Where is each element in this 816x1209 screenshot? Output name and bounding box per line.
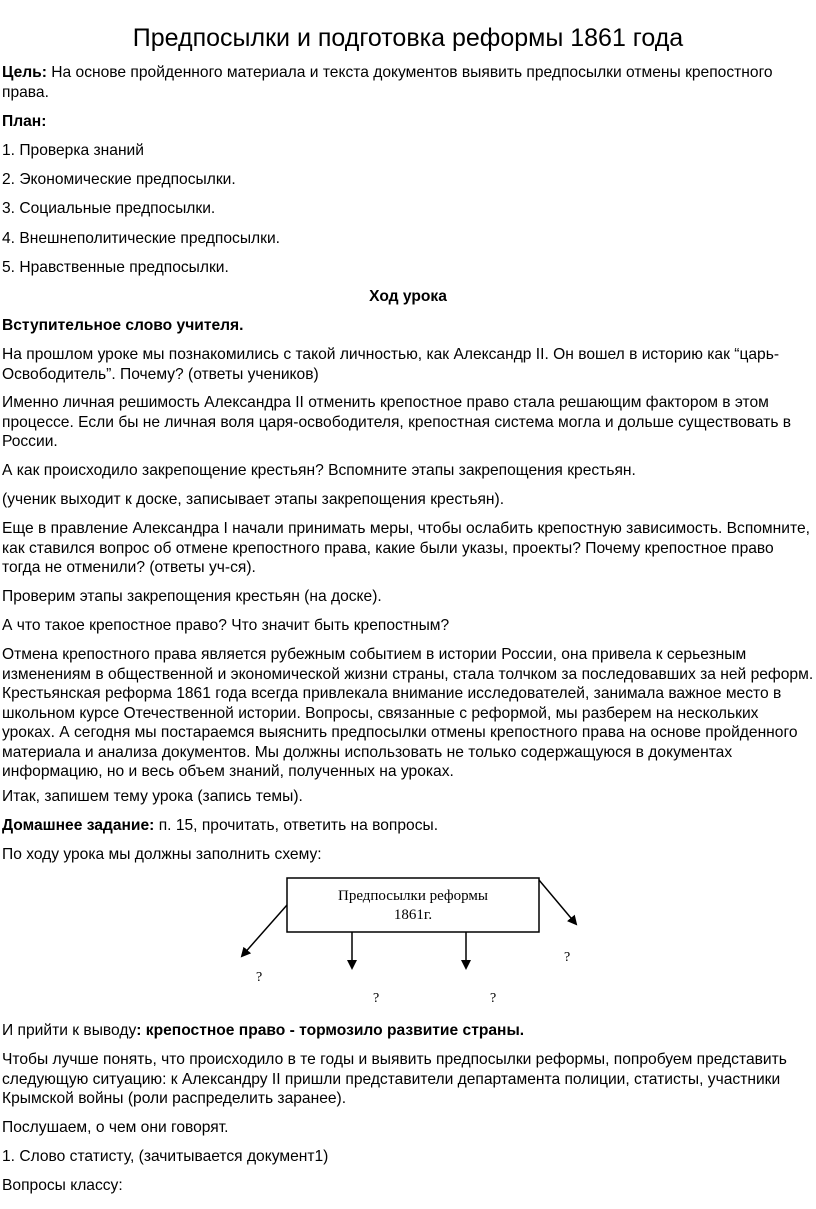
paragraph: Итак, запишем тему урока (запись темы). bbox=[2, 788, 303, 805]
question-mark: ? bbox=[256, 970, 263, 985]
paragraph: Послушаем, о чем они говорят. bbox=[2, 1119, 229, 1136]
plan-item: 3. Социальные предпосылки. bbox=[2, 200, 216, 217]
intro-heading bbox=[2, 316, 814, 336]
paragraph: (ученик выходит к доске, записывает этапы закрепощения крестьян). bbox=[2, 491, 505, 508]
paragraph: Еще в правление Александра I начали принимать меры, чтобы ослабить крепостную зависимость. Вспомните, как ставился вопрос об отмене крепостного права, какие были указы, проекты? Почему крепостное право тогда не отменили? (ответы уч-ся). bbox=[2, 520, 810, 576]
paragraph: Проверим этапы закрепощения крестьян (на доске). bbox=[2, 588, 382, 605]
paragraph: Вопросы классу: bbox=[2, 1177, 123, 1194]
paragraph: Отмена крепостного права является рубежным событием в истории России, она привела к серьезным изменениям в общественной и экономической жизни страны, стала толчком за последовавших за ней реформ. Крестьянская реформа 1861 года всегда привлекала внимание исследователей, занимала важное место в школьном курсе Отечественной истории. Вопросы, связанные с реформой, мы разберем на нескольких уроках. А сегодня мы постараемся выяснить предпосылки отмены крепостного права на основе пройденного материала и анализа документов. Мы должны использовать не только содержащуюся в документах информацию, но и весь объем знаний, полученных на уроках. bbox=[2, 646, 814, 780]
homework-label: Домашнее задание: bbox=[2, 817, 155, 834]
paragraph: На прошлом уроке мы познакомились с такой личностью, как Александр II. Он вошел в историю как “царь-Освободитель”. Почему? (ответы учеников) bbox=[2, 346, 780, 383]
lesson-heading-text: Ход урока bbox=[369, 288, 447, 305]
scheme-box-line1: Предпосылки реформы bbox=[337, 888, 489, 904]
plan-item: 2. Экономические предпосылки. bbox=[2, 171, 236, 188]
paragraph: Именно личная решимость Александра II отменить крепостное право стала решающим фактором в этом процессе. Если бы не личная воля царя-освободителя, крепостная система могла и дольше существовать в России. bbox=[2, 394, 792, 450]
lesson-heading bbox=[2, 287, 814, 307]
goal-label: Цель: bbox=[2, 64, 47, 81]
plan-item: 5. Нравственные предпосылки. bbox=[2, 259, 229, 276]
conclusion-paragraph bbox=[2, 1021, 814, 1041]
goal-text: На основе пройденного материала и текста документов выявить предпосылки отмены крепостного права. bbox=[2, 64, 773, 101]
scheme-box-line2: 1861г. bbox=[393, 907, 433, 923]
paragraph: А как происходило закрепощение крестьян? Вспомните этапы закрепощения крестьян. bbox=[2, 462, 636, 479]
plan-item: 4. Внешнеполитические предпосылки. bbox=[2, 230, 281, 247]
scheme-diagram bbox=[230, 870, 590, 1010]
goal-paragraph bbox=[2, 63, 814, 102]
arrow-right bbox=[539, 880, 576, 924]
question-mark: ? bbox=[490, 991, 497, 1006]
paragraph: А что такое крепостное право? Что значит быть крепостным? bbox=[2, 617, 450, 634]
page-title: Предпосылки и подготовка реформы 1861 года bbox=[132, 24, 684, 52]
scheme-intro: По ходу урока мы должны заполнить схему: bbox=[2, 846, 322, 863]
scheme-svg bbox=[230, 870, 590, 1010]
plan-item: 1. Проверка знаний bbox=[2, 142, 144, 159]
conclusion-prefix: И прийти к выводу bbox=[2, 1022, 137, 1039]
arrow-left bbox=[242, 905, 287, 956]
conclusion-bold: : крепостное право - тормозило развитие страны. bbox=[136, 1022, 525, 1039]
plan-heading bbox=[2, 112, 814, 132]
paragraph: 1. Слово статисту, (зачитывается документ1) bbox=[2, 1148, 329, 1165]
intro-heading-text: Вступительное слово учителя. bbox=[2, 317, 244, 334]
homework-text: п. 15, прочитать, ответить на вопросы. bbox=[154, 817, 439, 834]
question-mark: ? bbox=[564, 950, 571, 965]
question-mark: ? bbox=[373, 991, 380, 1006]
plan-label: План: bbox=[2, 113, 47, 130]
paragraph: Чтобы лучше понять, что происходило в те годы и выявить предпосылки реформы, попробуем представить следующую ситуацию: к Александру II пришли представители департамента полиции, статисты, участники Крымской войны (роли распределить заранее). bbox=[2, 1051, 787, 1107]
homework-paragraph bbox=[2, 816, 814, 836]
scheme-box bbox=[287, 878, 539, 932]
